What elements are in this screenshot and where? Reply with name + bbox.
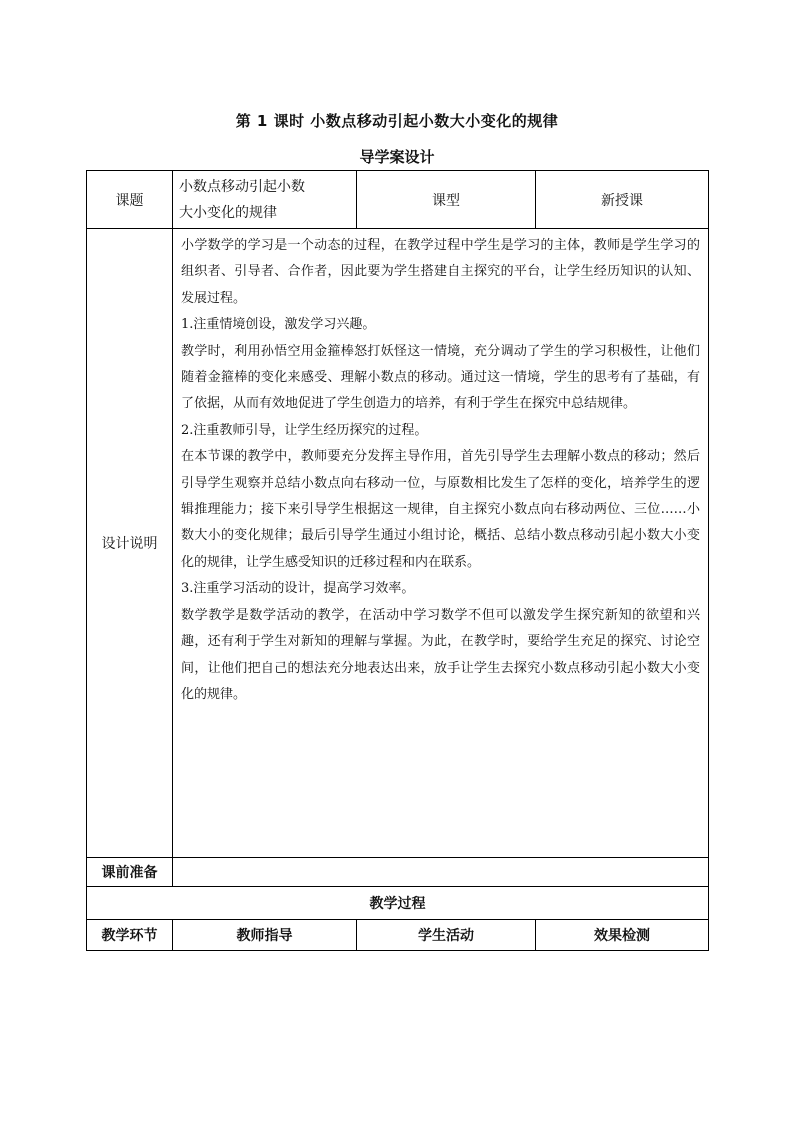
design-paragraph: 在本节课的教学中，教师要充分发挥主导作用，首先引导学生去理解小数点的移动；然后引导学生观察并总结小数点向右移动一位，与原数相比发生了怎样的变化，培养学生的逻辑推理能力；接下来引导学生根据这一规律，自主探究小数点向右移动两位、三位……小数大小的变化规律；最后引导学生通过小组讨论，概括、总结小数点移动引起小数大小变化的规律，让学生感受知识的迁移过程和内在联系。 bbox=[181, 449, 700, 570]
design-description bbox=[173, 229, 709, 858]
design-label: 设计说明 bbox=[87, 229, 173, 858]
design-paragraph: 教学时，利用孙悟空用金箍棒怒打妖怪这一情境，充分调动了学生的学习积极性，让他们随着金箍棒的变化来感受、理解小数点的移动。通过这一情境，学生的思考有了基础，有了依据，从而有效地促进了学生创造力的培养，有利于学生在探究中总结规律。 bbox=[181, 343, 700, 412]
col-header-student-activity: 学生活动 bbox=[357, 920, 536, 951]
document-subtitle: 导学案设计 bbox=[359, 148, 435, 166]
design-point-heading: 1.注重情境创设，激发学习兴趣。 bbox=[181, 317, 376, 333]
topic-value bbox=[173, 171, 357, 229]
design-point-heading: 2.注重教师引导，让学生经历探究的过程。 bbox=[181, 422, 428, 438]
design-point-heading: 3.注重学习活动的设计，提高学习效率。 bbox=[181, 581, 415, 597]
prep-row bbox=[87, 858, 709, 887]
lesson-plan-table bbox=[86, 170, 709, 951]
prep-value bbox=[173, 858, 709, 887]
topic-label: 课题 bbox=[87, 171, 173, 229]
col-header-stage: 教学环节 bbox=[87, 920, 173, 951]
process-header-row bbox=[87, 887, 709, 920]
prep-label: 课前准备 bbox=[87, 858, 173, 887]
lesson-type-value: 新授课 bbox=[536, 171, 709, 229]
document-title: 第 1 课时 小数点移动引起小数大小变化的规律 bbox=[235, 112, 559, 130]
topic-row bbox=[87, 171, 709, 229]
design-row bbox=[87, 229, 709, 858]
lesson-type-label: 课型 bbox=[357, 171, 536, 229]
design-paragraph: 数学教学是数学活动的教学，在活动中学习数学不但可以激发学生探究新知的欲望和兴趣，还有利于学生对新知的理解与掌握。为此，在教学时，要给学生充足的探究、讨论空间，让他们把自己的想法充分地表达出来，放手让学生去探究小数点移动引起小数大小变化的规律。 bbox=[181, 607, 700, 702]
col-header-effect-check: 效果检测 bbox=[536, 920, 709, 951]
column-header-row bbox=[87, 920, 709, 951]
topic-value-line-1: 小数点移动引起小数 bbox=[179, 178, 305, 195]
design-paragraph: 小学数学的学习是一个动态的过程，在教学过程中学生是学习的主体，教师是学生学习的组织者、引导者、合作者，因此要为学生搭建自主探究的平台，让学生经历知识的认知、发展过程。 bbox=[181, 238, 700, 306]
process-header: 教学过程 bbox=[87, 887, 709, 920]
topic-value-line-2: 大小变化的规律 bbox=[179, 204, 277, 221]
col-header-teacher-guidance: 教师指导 bbox=[173, 920, 357, 951]
